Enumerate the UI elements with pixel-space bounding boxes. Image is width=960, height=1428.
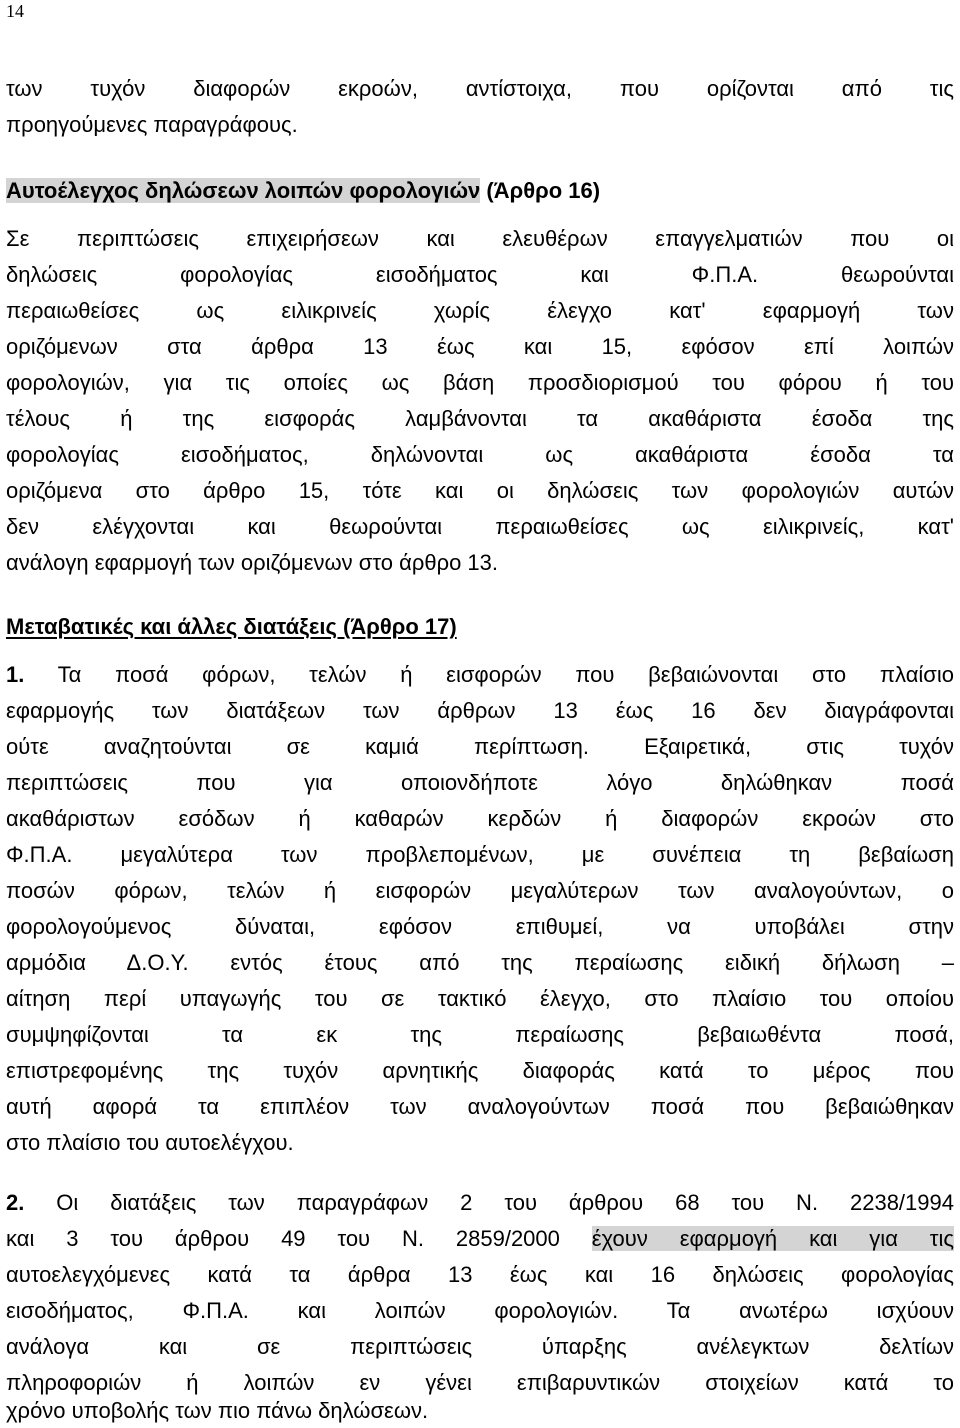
- text-line: ποσών φόρων, τελών ή εισφορών μεγαλύτερων των αναλογούντων, ο: [6, 878, 954, 903]
- text-line: ούτε αναζητούνται σε καμιά περίπτωση. Εξαιρετικά, στις τυχόν: [6, 734, 954, 759]
- text-line: δεν ελέγχονται και θεωρούνται περαιωθείσες ως ειλικρινείς, κατ': [6, 514, 954, 539]
- underlined-heading-text: Μεταβατικές και άλλες διατάξεις (Άρθρο 17): [6, 614, 457, 639]
- text-line: φορολογιών, για τις οποίες ως βάση προσδιορισμού του φόρου ή του: [6, 370, 954, 395]
- text-line: Φ.Π.Α. μεγαλύτερα των προβλεπομένων, με συνέπεια τη βεβαίωση: [6, 842, 954, 867]
- text-line: [6, 1222, 954, 1255]
- text-segment: Οι διατάξεις των παραγράφων 2 του άρθρου 68 του Ν. 2238/1994: [24, 1190, 954, 1215]
- text-line: επιστρεφομένης της τυχόν αρνητικής διαφοράς κατά το μέρος που: [6, 1058, 954, 1083]
- text-line: ανάλογα και σε περιπτώσεις ύπαρξης ανέλεγκτων δελτίων: [6, 1334, 954, 1359]
- text-line: συμψηφίζονται τα εκ της περαίωσης βεβαιωθέντα ποσά,: [6, 1022, 954, 1047]
- text-line: περαιωθείσες ως ειλικρινείς χωρίς έλεγχο κατ' εφαρμογή των: [6, 298, 954, 323]
- text-line: οριζόμενων στα άρθρα 13 έως και 15, εφόσον επί λοιπών: [6, 334, 954, 359]
- text-segment: και 3 του άρθρου 49 του Ν. 2859/2000: [6, 1226, 592, 1251]
- text-line: εφαρμογής των διατάξεων των άρθρων 13 έως 16 δεν διαγράφονται: [6, 698, 954, 723]
- heading-article-ref: (Άρθρο 16): [480, 178, 601, 203]
- text-line: των τυχόν διαφορών εκροών, αντίστοιχα, που ορίζονται από τις: [6, 76, 954, 101]
- text-line: εισοδήματος, Φ.Π.Α. και λοιπών φορολογιών. Τα ανωτέρω ισχύουν: [6, 1298, 954, 1323]
- text-line: ακαθάριστων εσόδων ή καθαρών κερδών ή διαφορών εκροών στο: [6, 806, 954, 831]
- text-line: αίτηση περί υπαγωγής του σε τακτικό έλεγχο, στο πλαίσιο του οποίου: [6, 986, 954, 1011]
- text-line: φορολογούμενος δύναται, εφόσον επιθυμεί, να υποβάλει στην: [6, 914, 954, 939]
- paragraph-2-first-line: [6, 1186, 954, 1219]
- text-line: περιπτώσεις που για οποιονδήποτε λόγο δηλώθηκαν ποσά: [6, 770, 954, 795]
- text-line: στο πλαίσιο του αυτοελέγχου.: [6, 1130, 294, 1155]
- highlighted-text: έχουν εφαρμογή και για τις: [591, 1226, 954, 1251]
- text-line: οριζόμενα στο άρθρο 15, τότε και οι δηλώσεις των φορολογιών αυτών: [6, 478, 954, 503]
- text-line: τέλους ή της εισφοράς λαμβάνονται τα ακαθάριστα έσοδα της: [6, 406, 954, 431]
- section-heading-article-16: [6, 174, 954, 207]
- paragraph-number: 1.: [6, 662, 25, 687]
- text-line: αυτή αφορά τα επιπλέον των αναλογούντων ποσά που βεβαιώθηκαν: [6, 1094, 954, 1119]
- text-line: αυτοελεγχόμενες κατά τα άρθρα 13 έως και 16 δηλώσεις φορολογίας: [6, 1262, 954, 1287]
- text-line: δηλώσεις φορολογίας εισοδήματος και Φ.Π.Α. θεωρούνται: [6, 262, 954, 287]
- paragraph-1-first-line: [6, 658, 954, 691]
- text-line: Σε περιπτώσεις επιχειρήσεων και ελευθέρων επαγγελματιών που οι: [6, 226, 954, 251]
- page-number: 14: [6, 1, 24, 21]
- text-segment: Τα ποσά φόρων, τελών ή εισφορών που βεβαιώνονται στο πλαίσιο: [24, 662, 954, 687]
- text-line: φορολογίας εισοδήματος, δηλώνονται ως ακαθάριστα έσοδα τα: [6, 442, 954, 467]
- text-line: ανάλογη εφαρμογή των οριζόμενων στο άρθρο 13.: [6, 550, 499, 575]
- text-line: χρόνο υποβολής των πιο πάνω δηλώσεων.: [6, 1398, 429, 1423]
- text-line: προηγούμενες παραγράφους.: [6, 112, 298, 137]
- text-line: αρμόδια Δ.Ο.Υ. εντός έτους από της περαίωσης ειδική δήλωση –: [6, 950, 954, 975]
- section-heading-article-17: [6, 610, 954, 643]
- highlighted-heading-text: Αυτοέλεγχος δηλώσεων λοιπών φορολογιών: [6, 178, 481, 203]
- text-line: πληροφοριών ή λοιπών εν γένει επιβαρυντικών στοιχείων κατά το: [6, 1370, 954, 1395]
- paragraph-number: 2.: [6, 1190, 25, 1215]
